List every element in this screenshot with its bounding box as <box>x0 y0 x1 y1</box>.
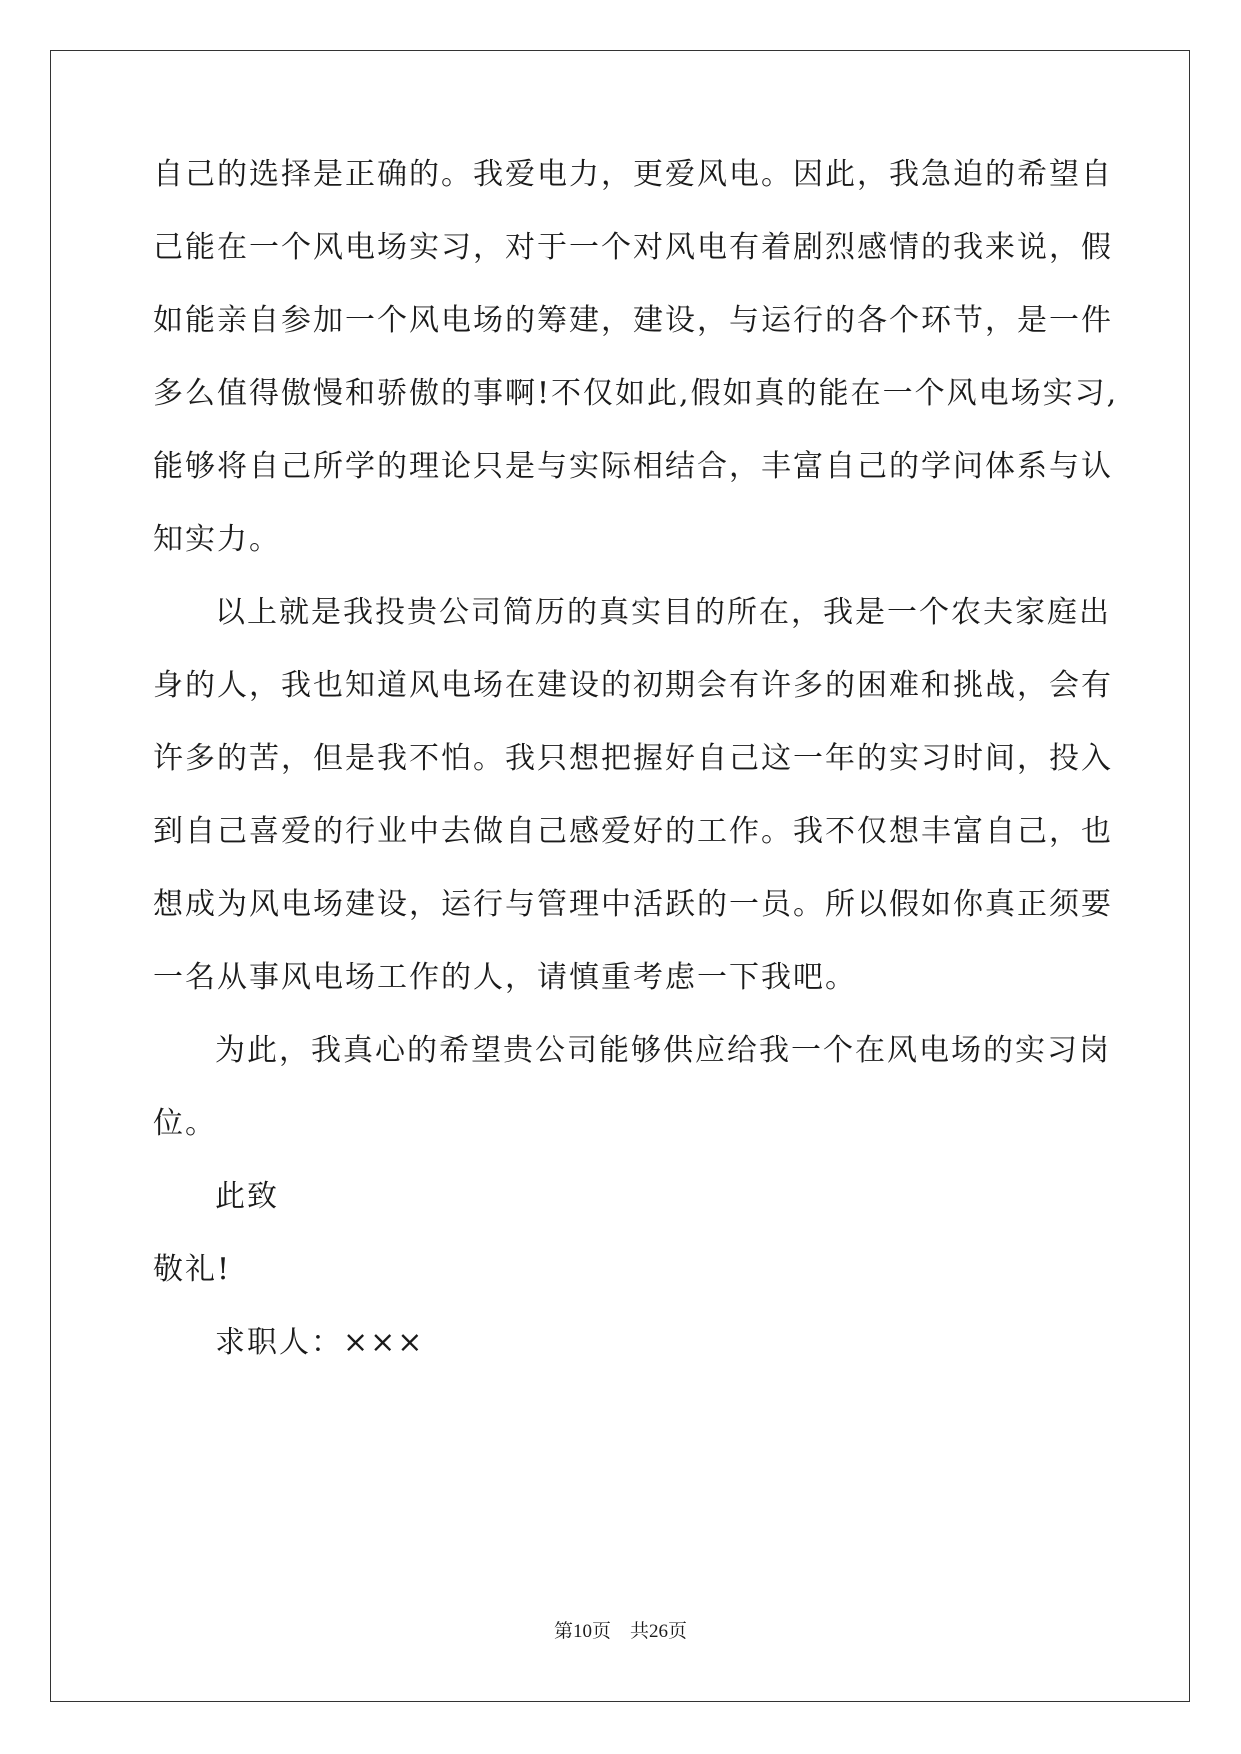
paragraph-line: 以上就是我投贵公司简历的真实目的所在，我是一个农夫家庭出 <box>215 595 1111 630</box>
page-number: 第10页 共26页 <box>553 1621 687 1642</box>
paragraph-line: 许多的苦，但是我不怕。我只想把握好自己这一年的实习时间，投入 <box>153 741 1113 776</box>
paragraph-line: 多么值得傲慢和骄傲的事啊!不仅如此,假如真的能在一个风电场实习, <box>153 376 1119 411</box>
paragraph-line: 自己的选择是正确的。我爱电力，更爱风电。因此，我急迫的希望自 <box>153 157 1113 192</box>
signature-line: 求职人：××× <box>215 1325 425 1360</box>
paragraph-line: 位。 <box>153 1106 217 1141</box>
paragraph-line: 为此，我真心的希望贵公司能够供应给我一个在风电场的实习岗 <box>215 1033 1111 1068</box>
paragraph-line: 想成为风电场建设，运行与管理中活跃的一员。所以假如你真正须要 <box>153 887 1113 922</box>
paragraph-line: 到自己喜爱的行业中去做自己感爱好的工作。我不仅想丰富自己，也 <box>153 814 1113 849</box>
paragraph-line: 身的人，我也知道风电场在建设的初期会有许多的困难和挑战，会有 <box>153 668 1113 703</box>
salutation-line: 敬礼! <box>153 1252 232 1287</box>
paragraph-line: 如能亲自参加一个风电场的筹建，建设，与运行的各个环节，是一件 <box>153 303 1113 338</box>
paragraph-line: 能够将自己所学的理论只是与实际相结合，丰富自己的学问体系与认 <box>153 449 1113 484</box>
paragraph-line: 己能在一个风电场实习，对于一个对风电有着剧烈感情的我来说，假 <box>153 230 1113 265</box>
page-border <box>50 50 1190 1702</box>
paragraph-line: 一名从事风电场工作的人，请慎重考虑一下我吧。 <box>153 960 857 995</box>
salutation-line: 此致 <box>215 1179 279 1214</box>
paragraph-line: 知实力。 <box>153 522 281 557</box>
